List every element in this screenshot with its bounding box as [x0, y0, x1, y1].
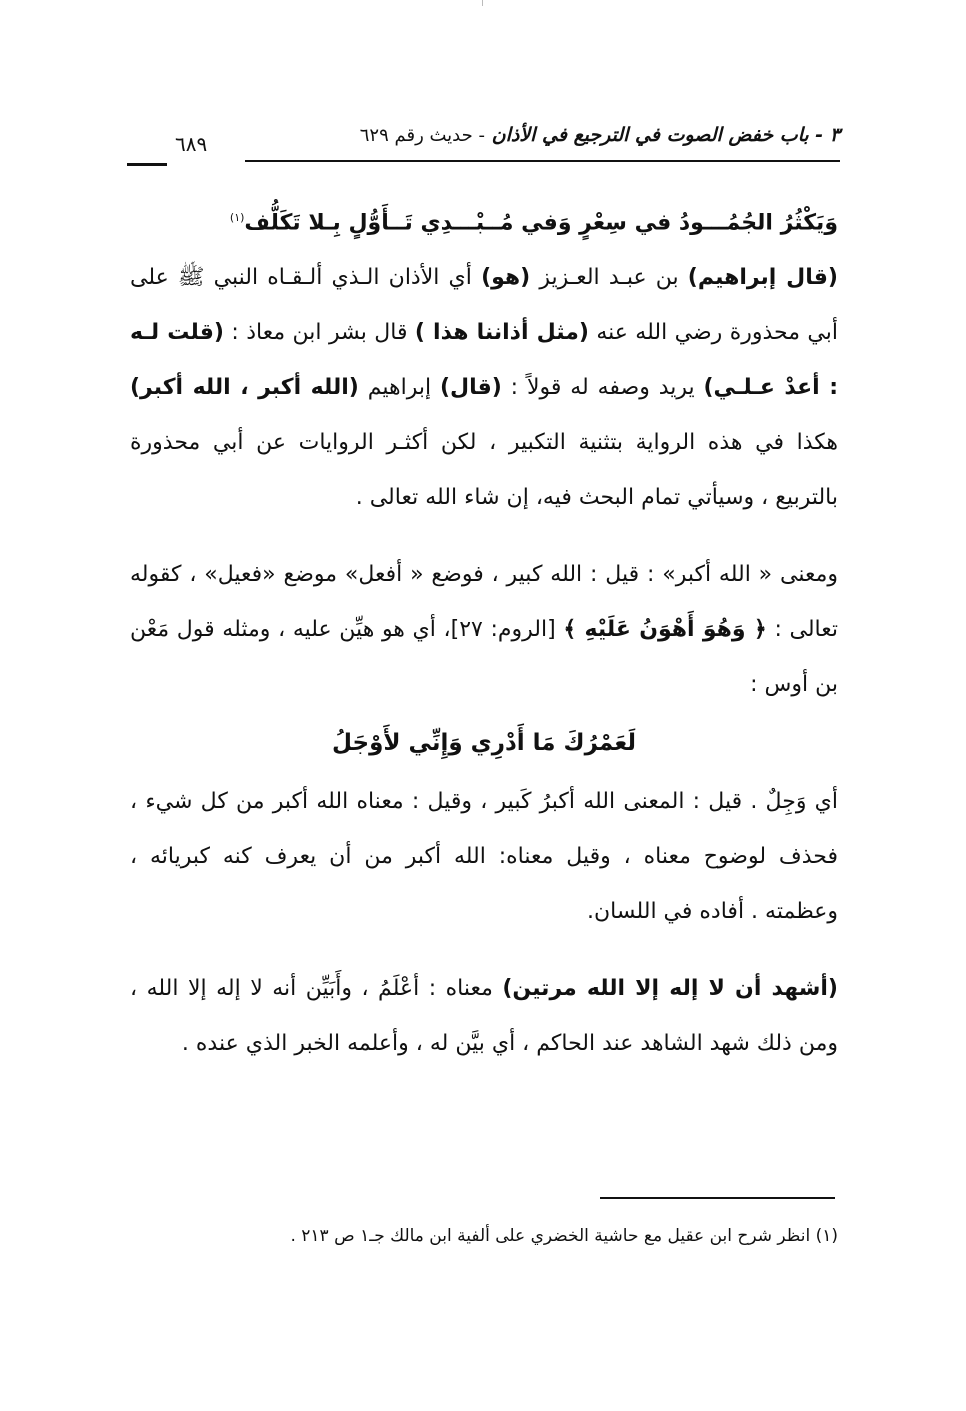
text-run: [الروم: ٢٧]، أي هو هيِّن عليه ، ومثله قول مَعْن بن أوس : [130, 617, 838, 698]
emphasized-phrase: (الله أكبر ، الله أكبر) [130, 375, 359, 401]
text-run: ومعنى « الله أكبر» : قيل : الله كبير ، فوضع « أفعل» موضع «فعيل» ، كقوله تعالى : [130, 562, 838, 643]
text-run: بن عبـد العـزيز [530, 265, 688, 291]
page-number-dash [127, 163, 167, 166]
paragraph-1 [130, 250, 838, 525]
text-run: هكذا في هذه الرواية بتثنية التكبير ، لكن أكثـر الروايات عن أبي محذورة بالتربيع ، وسيأتي تمام البحث فيه، إن شاء الله تعالى . [130, 430, 838, 511]
paragraph-3: أي وَجِلٌ . قيل : المعنى الله أكبرُ كَبير ، وقيل : معناه الله أكبر من كل شيء ، فحذف لوضوح معناه ، وقيل معناه: الله أكبر من أن يعرف كنه كبريائه ، وعظمته . أفاده في اللسان. [130, 789, 838, 925]
chapter-title [360, 124, 840, 146]
verse-line-1 [130, 190, 838, 250]
emphasized-phrase: (أشهد أن لا إله إلا الله مرتين) [502, 976, 838, 1002]
emphasized-phrase: (قال) [439, 375, 502, 401]
footnote-marker: (١) [229, 211, 245, 224]
paragraph-gap [130, 939, 838, 961]
text-run: معناه : أعْلَمُ ، وأَبَيِّن أنه لا إله إلا الله ، ومن ذلك شهد الشاهد عند الحاكم ، أي بيَّن له ، وأعلمه الخبر الذي عنده . [130, 976, 838, 1057]
verse-line-2: لَعَمْرُكَ مَا أَدْرِي وَإِنِّي لأَوْجَلُ [332, 730, 636, 757]
hadith-reference: - حديث رقم ٦٢٩ [359, 125, 485, 146]
verse-line-1-text: وَيَكْثُرُ الجُمُـــودُ في سِعْرٍ وَفي مُــبْـــدِي تَــأَوُّلٍ بِـلا تَكَلُّف [244, 210, 838, 236]
emphasized-phrase: (مثل أذاننا هذا ) [414, 320, 589, 346]
header-rule [245, 160, 840, 162]
text-run: أي الأذان الـذي ألـقـاه النبي ﷺ على أبي محذورة رضي الله عنه [130, 265, 838, 346]
emphasized-phrase: (قلت لـه : أعدْ عـلـي) [130, 320, 838, 401]
text-run: يريد وصفه له قولاً : [501, 375, 704, 401]
emphasized-phrase: (قال إبراهيم) [687, 265, 838, 291]
footnote: (١) انظر شرح ابن عقيل مع حاشية الخضري على ألفية ابن مالك جـ١ ص ٢١٣ . [290, 1226, 838, 1246]
scan-mark [482, 0, 483, 6]
chapter-title-text: ٣ - باب خفض الصوت في الترجيع في الأذان [491, 124, 840, 146]
text-run: قال بشر ابن معاذ : [223, 320, 415, 346]
text-run: إبراهيم [358, 375, 440, 401]
emphasized-phrase: (هو) [481, 265, 531, 291]
running-header [125, 118, 840, 158]
paragraph-4 [130, 961, 838, 1071]
emphasized-phrase: ﴿ وَهُوَ أَهْوَنُ عَلَيْهِ ﴾ [563, 617, 767, 643]
page-number: ٦٨٩ [175, 132, 208, 156]
paragraph-gap [130, 525, 838, 547]
paragraph-2 [130, 547, 838, 712]
footnote-rule [600, 1197, 835, 1199]
main-text [130, 190, 838, 1071]
